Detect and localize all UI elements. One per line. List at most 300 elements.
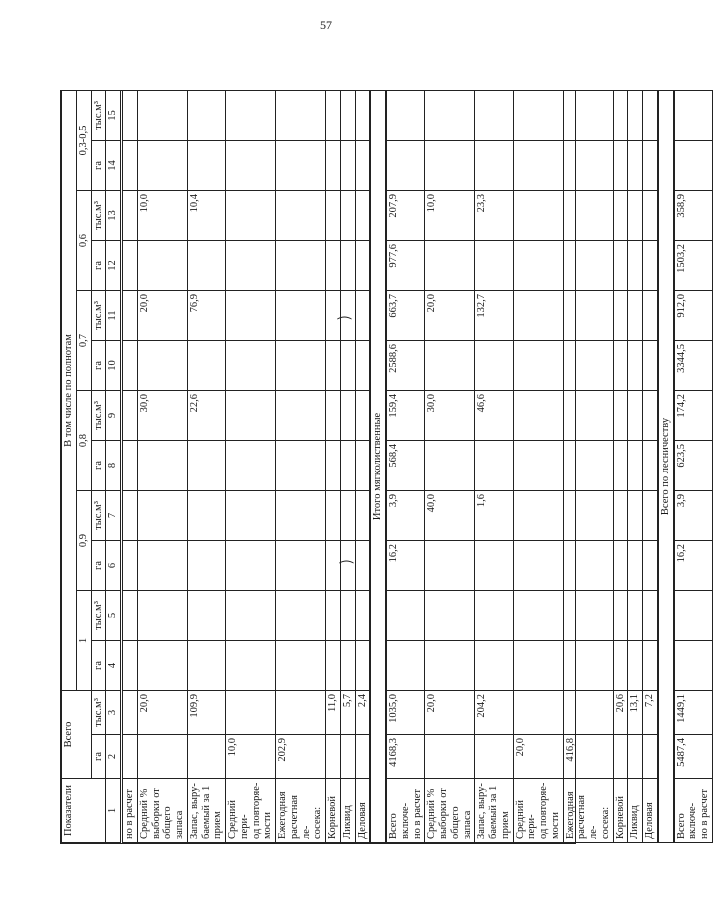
table-row: [137, 90, 187, 842]
table-cell: [628, 341, 643, 391]
table-cell: [326, 441, 341, 491]
table-cell: [340, 591, 355, 641]
table-cell: [643, 641, 658, 691]
table-cell: 3344,5: [674, 341, 713, 391]
table-cell: [475, 341, 513, 391]
table-cell: 1503,2: [674, 241, 713, 291]
table-row: [513, 90, 563, 842]
table-row: [563, 90, 613, 842]
table-cell: [628, 541, 643, 591]
table-cell: 977,6: [386, 241, 425, 291]
row-label: Средний пери- од повторяе- мости: [513, 779, 563, 843]
header-unit-m3: тыс.м³: [91, 691, 106, 735]
row-label: Запас, выру- баемый за 1 прием: [475, 779, 513, 843]
column-number: 2: [106, 735, 122, 779]
table-cell: [226, 90, 276, 140]
table-cell: [276, 691, 326, 735]
column-number: 13: [106, 191, 122, 241]
table-cell: [226, 141, 276, 191]
table-cell: [122, 691, 138, 735]
row-label: Корневой: [613, 779, 628, 843]
table-cell: [563, 541, 613, 591]
table-cell: [276, 641, 326, 691]
table-cell: [340, 191, 355, 241]
table-cell: [643, 141, 658, 191]
row-label: Запас, выру- баемый за 1 прием: [187, 779, 225, 843]
table-cell: 16,2: [386, 541, 425, 591]
table-cell: [613, 341, 628, 391]
table-row: [613, 90, 628, 842]
table-cell: [276, 241, 326, 291]
row-label: Средний % выборки от общего запаса: [137, 779, 187, 843]
table-cell: [326, 141, 341, 191]
table-cell: [340, 241, 355, 291]
header-unit-ha: га: [91, 541, 106, 591]
table-cell: [276, 541, 326, 591]
table-row: [386, 90, 425, 842]
table-cell: [340, 90, 355, 140]
header-unit-m3: тыс.м³: [91, 291, 106, 341]
table-cell: [613, 491, 628, 541]
table-cell: [513, 441, 563, 491]
table-cell: [425, 241, 475, 291]
table-cell: 76,9: [187, 291, 225, 341]
column-number: 8: [106, 441, 122, 491]
table-cell: [340, 441, 355, 491]
table-cell: [326, 291, 341, 341]
row-label: Всего включе- но в расчет: [386, 779, 425, 843]
table-cell: 358,9: [674, 191, 713, 241]
row-label: Ежегодная расчетная ле- сосека:: [563, 779, 613, 843]
table-cell: [613, 441, 628, 491]
table-cell: [613, 241, 628, 291]
table-cell: [137, 441, 187, 491]
table-cell: 2,4: [355, 691, 370, 735]
table-cell: [613, 591, 628, 641]
table-cell: [425, 441, 475, 491]
table-cell: [340, 735, 355, 779]
table-cell: [226, 241, 276, 291]
table-cell: [122, 241, 138, 291]
table-cell: [563, 591, 613, 641]
table-cell: [276, 341, 326, 391]
table-cell: [187, 241, 225, 291]
table-row: [628, 90, 643, 842]
table-cell: [475, 591, 513, 641]
table-cell: [137, 541, 187, 591]
table-cell: 40,0: [425, 491, 475, 541]
table-cell: [513, 90, 563, 140]
row-label: Деловая: [643, 779, 658, 843]
table-cell: [326, 391, 341, 441]
table-cell: 10,0: [137, 191, 187, 241]
table-cell: [326, 191, 341, 241]
table-cell: [355, 141, 370, 191]
table-cell: [674, 90, 713, 140]
table-cell: [674, 141, 713, 191]
header-total: Всего: [62, 691, 92, 779]
table-cell: [326, 641, 341, 691]
table-cell: [674, 591, 713, 641]
table-row: [355, 90, 370, 842]
header-unit-ha: га: [91, 241, 106, 291]
table-cell: 109,9: [187, 691, 225, 735]
table-cell: [643, 541, 658, 591]
table-cell: [563, 691, 613, 735]
table-cell: [355, 441, 370, 491]
table-cell: [628, 291, 643, 341]
table-cell: [137, 491, 187, 541]
table-cell: [643, 291, 658, 341]
table-cell: 2588,6: [386, 341, 425, 391]
table-cell: [122, 441, 138, 491]
table-cell: [340, 391, 355, 441]
table-cell: 22,6: [187, 391, 225, 441]
table-cell: [628, 491, 643, 541]
table-cell: [137, 90, 187, 140]
table-cell: [628, 141, 643, 191]
table-cell: [386, 141, 425, 191]
table-row: [340, 90, 355, 842]
table-cell: [122, 291, 138, 341]
table-cell: [563, 491, 613, 541]
table-cell: [386, 641, 425, 691]
table-cell: [187, 641, 225, 691]
table-cell: [513, 291, 563, 341]
header-unit-ha: га: [91, 341, 106, 391]
table-cell: [628, 90, 643, 140]
table-cell: 1,6: [475, 491, 513, 541]
table-cell: [122, 191, 138, 241]
header-unit-m3: тыс.м³: [91, 491, 106, 541]
table-row: [276, 90, 326, 842]
table-cell: 207,9: [386, 191, 425, 241]
column-number: 3: [106, 691, 122, 735]
table-cell: [563, 90, 613, 140]
table-cell: [276, 141, 326, 191]
section-title: Итого мягколиственные: [370, 90, 386, 842]
table-cell: [276, 591, 326, 641]
table-cell: [355, 641, 370, 691]
table-cell: [276, 441, 326, 491]
table-cell: [513, 591, 563, 641]
table-cell: [276, 491, 326, 541]
table-cell: [628, 735, 643, 779]
table-cell: [563, 391, 613, 441]
table-cell: [628, 441, 643, 491]
table-cell: [326, 541, 341, 591]
table-cell: 568,4: [386, 441, 425, 491]
header-unit-m3: тыс.м³: [91, 391, 106, 441]
header-unit-ha: га: [91, 641, 106, 691]
table-cell: [122, 391, 138, 441]
table-cell: [563, 341, 613, 391]
table-cell: 132,7: [475, 291, 513, 341]
table-cell: [122, 591, 138, 641]
table-cell: [340, 291, 355, 341]
table-cell: [187, 541, 225, 591]
table-cell: [355, 735, 370, 779]
table-frame: [60, 90, 710, 844]
table-cell: [187, 491, 225, 541]
page-number: 57: [320, 18, 332, 32]
table-cell: 912,0: [674, 291, 713, 341]
header-indicators: Показатели: [62, 779, 106, 843]
table-cell: 5,7: [340, 691, 355, 735]
header-unit-m3: тыс.м³: [91, 90, 106, 140]
table-cell: [276, 291, 326, 341]
header-density-group: 0,7: [76, 291, 91, 391]
table-cell: [226, 591, 276, 641]
header-unit-ha: га: [91, 141, 106, 191]
table-cell: [122, 735, 138, 779]
table-cell: [355, 391, 370, 441]
table-cell: [513, 341, 563, 391]
column-number: 12: [106, 241, 122, 291]
table-cell: [513, 691, 563, 735]
table-cell: [355, 90, 370, 140]
table-cell: [613, 141, 628, 191]
table-cell: [643, 441, 658, 491]
table-cell: [122, 641, 138, 691]
table-cell: [187, 341, 225, 391]
table-cell: [226, 441, 276, 491]
table-cell: [643, 391, 658, 441]
table-cell: [122, 141, 138, 191]
table-row: [643, 90, 658, 842]
table-cell: [276, 191, 326, 241]
header-unit-ha: га: [91, 735, 106, 779]
table-cell: 13,1: [628, 691, 643, 735]
table-cell: 20,0: [137, 691, 187, 735]
table-cell: [628, 391, 643, 441]
table-cell: [226, 341, 276, 391]
table-cell: [643, 90, 658, 140]
table-cell: [475, 441, 513, 491]
binding-mark: ⁀: [338, 318, 351, 335]
table-cell: [386, 90, 425, 140]
table-cell: [226, 291, 276, 341]
table-cell: [386, 591, 425, 641]
table-cell: [425, 541, 475, 591]
header-density-group: 0,6: [76, 191, 91, 291]
table-cell: [226, 391, 276, 441]
table-cell: [137, 241, 187, 291]
table-cell: 4168,3: [386, 735, 425, 779]
table-cell: 416,8: [563, 735, 613, 779]
table-cell: [187, 735, 225, 779]
column-number: 11: [106, 291, 122, 341]
table-row: [475, 90, 513, 842]
table-cell: [563, 441, 613, 491]
column-number: 1: [106, 779, 122, 843]
table-cell: 5487,4: [674, 735, 713, 779]
column-number: 7: [106, 491, 122, 541]
table-cell: [276, 391, 326, 441]
table-cell: 1035,0: [386, 691, 425, 735]
table-row: [425, 90, 475, 842]
table-cell: [643, 735, 658, 779]
table-cell: [187, 441, 225, 491]
table-cell: [513, 541, 563, 591]
table-cell: [187, 141, 225, 191]
table-cell: [187, 591, 225, 641]
table-cell: [340, 641, 355, 691]
binding-mark: ⁀: [340, 562, 353, 579]
table-cell: 204,2: [475, 691, 513, 735]
table-cell: [563, 191, 613, 241]
table-cell: 16,2: [674, 541, 713, 591]
table-cell: 20,0: [425, 291, 475, 341]
table-cell: [137, 735, 187, 779]
row-label: Корневой: [326, 779, 341, 843]
header-density-group: 0,3-0,5: [76, 90, 91, 190]
table-cell: 7,2: [643, 691, 658, 735]
table-cell: [475, 641, 513, 691]
table-row: [226, 90, 276, 842]
table-cell: [355, 191, 370, 241]
row-label: Ликвид: [340, 779, 355, 843]
table-row: [122, 90, 138, 842]
table-cell: [513, 391, 563, 441]
table-cell: [187, 90, 225, 140]
table-cell: 159,4: [386, 391, 425, 441]
table-cell: 20,6: [613, 691, 628, 735]
table-cell: [137, 641, 187, 691]
table-cell: 663,7: [386, 291, 425, 341]
table-cell: [643, 591, 658, 641]
table-cell: [613, 90, 628, 140]
header-unit-m3: тыс.м³: [91, 591, 106, 641]
table-cell: [475, 241, 513, 291]
table-cell: [355, 291, 370, 341]
table-cell: 30,0: [137, 391, 187, 441]
header-unit-ha: га: [91, 441, 106, 491]
table-cell: [425, 141, 475, 191]
table-cell: [475, 735, 513, 779]
table-cell: [226, 491, 276, 541]
table-cell: [643, 241, 658, 291]
column-number: 14: [106, 141, 122, 191]
table-cell: [340, 541, 355, 591]
table-cell: 46,6: [475, 391, 513, 441]
row-label: Средний пери- од повторяе- мости: [226, 779, 276, 843]
table-cell: [613, 641, 628, 691]
table-cell: [563, 291, 613, 341]
table-cell: [425, 591, 475, 641]
table-cell: [340, 341, 355, 391]
table-cell: 202,9: [276, 735, 326, 779]
table-cell: [326, 241, 341, 291]
table-cell: 3,9: [386, 491, 425, 541]
table-cell: [563, 241, 613, 291]
table-cell: [340, 141, 355, 191]
table-cell: [643, 491, 658, 541]
table-cell: 10,0: [425, 191, 475, 241]
table-row: [187, 90, 225, 842]
table-cell: [326, 341, 341, 391]
column-number: 6: [106, 541, 122, 591]
table-cell: [628, 241, 643, 291]
table-cell: 10,0: [226, 735, 276, 779]
column-number: 15: [106, 90, 122, 140]
row-label: Ежегодная расчетная ле- сосека:: [276, 779, 326, 843]
header-density-group: 0,8: [76, 391, 91, 491]
table-cell: [613, 291, 628, 341]
table-cell: 30,0: [425, 391, 475, 441]
table-cell: [122, 541, 138, 591]
table-cell: [355, 241, 370, 291]
table-cell: [122, 341, 138, 391]
table-cell: [628, 591, 643, 641]
table-cell: [628, 191, 643, 241]
table-row: [326, 90, 341, 842]
table-cell: [513, 141, 563, 191]
column-number: 5: [106, 591, 122, 641]
table-cell: 20,0: [425, 691, 475, 735]
table-cell: [513, 191, 563, 241]
allowable-cut-table: [61, 90, 713, 843]
table-cell: [326, 735, 341, 779]
table-cell: [475, 141, 513, 191]
table-cell: [563, 641, 613, 691]
table-cell: [563, 141, 613, 191]
table-cell: [226, 541, 276, 591]
table-cell: [226, 191, 276, 241]
table-cell: [613, 391, 628, 441]
row-label: Ликвид: [628, 779, 643, 843]
header-density-group: 0,9: [76, 491, 91, 591]
table-cell: 20,0: [513, 735, 563, 779]
table-cell: [613, 541, 628, 591]
row-label: Средний % выборки от общего запаса: [425, 779, 475, 843]
table-cell: 20,0: [137, 291, 187, 341]
table-cell: [355, 341, 370, 391]
header-by-density: В том числе по полнотам: [62, 90, 77, 690]
table-cell: 1449,1: [674, 691, 713, 735]
table-cell: [513, 491, 563, 541]
table-cell: [475, 90, 513, 140]
column-number: 10: [106, 341, 122, 391]
table-cell: [355, 491, 370, 541]
table-cell: 23,3: [475, 191, 513, 241]
table-cell: [355, 541, 370, 591]
table-cell: [674, 641, 713, 691]
table-cell: 623,5: [674, 441, 713, 491]
table-cell: [613, 735, 628, 779]
table-cell: [355, 591, 370, 641]
row-label: Деловая: [355, 779, 370, 843]
table-cell: [122, 90, 138, 140]
table-cell: [513, 241, 563, 291]
table-cell: 10,4: [187, 191, 225, 241]
table-cell: [226, 691, 276, 735]
table-cell: [226, 641, 276, 691]
header-density-group: 1: [76, 591, 91, 691]
table-cell: [643, 341, 658, 391]
table-cell: [613, 191, 628, 241]
table-cell: [643, 191, 658, 241]
header-unit-m3: тыс.м³: [91, 191, 106, 241]
table-cell: [326, 591, 341, 641]
table-cell: [475, 541, 513, 591]
table-cell: [137, 141, 187, 191]
table-cell: [326, 90, 341, 140]
table-cell: [122, 491, 138, 541]
row-label: Всего включе- но в расчет: [674, 779, 713, 843]
column-number: 4: [106, 641, 122, 691]
table-cell: 174,2: [674, 391, 713, 441]
